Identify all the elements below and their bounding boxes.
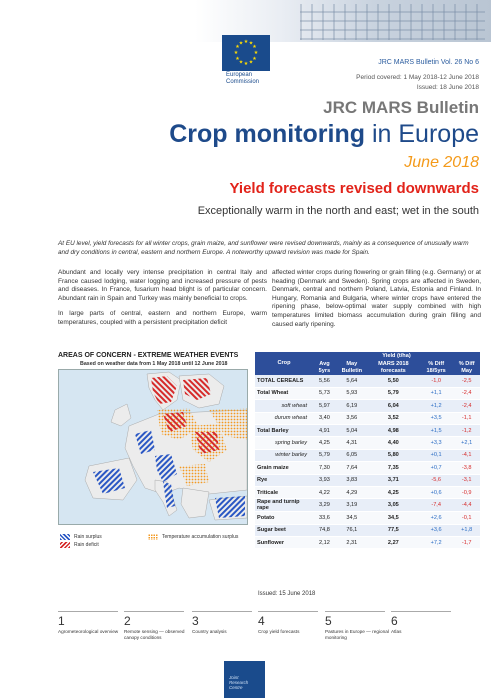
cell-dm: -1,7 xyxy=(453,537,480,549)
cell-may: 6,05 xyxy=(336,449,368,461)
cell-mars: 4,98 xyxy=(368,424,419,436)
cell-d5: +1,5 xyxy=(419,424,453,436)
subheadline: Exceptionally warm in the north and east; wet in the south xyxy=(197,205,479,217)
footer-number: 3 xyxy=(192,614,199,628)
yield-table-body xyxy=(255,375,480,549)
temp-surplus-swatch xyxy=(148,534,158,540)
footer-rule xyxy=(192,611,252,612)
cell-crop: durum wheat xyxy=(255,412,313,424)
footer-label: Remote sensing — observed canopy conditions xyxy=(124,629,185,640)
footer-rule xyxy=(258,611,318,612)
svg-text:★: ★ xyxy=(248,40,254,47)
table-row xyxy=(255,474,480,486)
footer-section-6[interactable] xyxy=(391,611,456,635)
cell-may: 6,19 xyxy=(336,400,368,412)
cell-may: 34,5 xyxy=(336,512,368,524)
cell-crop: Grain maize xyxy=(255,462,313,474)
cell-may: 3,19 xyxy=(336,499,368,512)
cell-mars: 2,27 xyxy=(368,537,419,549)
cell-crop: Rye xyxy=(255,474,313,486)
main-title xyxy=(169,120,479,149)
cell-d5: +1,2 xyxy=(419,400,453,412)
table-issued: Issued: 15 June 2018 xyxy=(258,591,316,597)
cell-crop: TOTAL CEREALS xyxy=(255,375,313,387)
issue-month: June 2018 xyxy=(404,154,479,171)
cell-crop: winter barley xyxy=(255,449,313,461)
footer-rule xyxy=(58,611,118,612)
bulletin-title: JRC MARS Bulletin xyxy=(323,98,479,117)
cell-avg: 5,97 xyxy=(313,400,336,412)
cell-d5: -7,4 xyxy=(419,499,453,512)
cell-avg: 7,30 xyxy=(313,462,336,474)
europe-map-graphic xyxy=(59,370,248,525)
cell-d5: -1,0 xyxy=(419,375,453,387)
cell-crop: Sunflower xyxy=(255,537,313,549)
cell-dm: -2,4 xyxy=(453,400,480,412)
table-row xyxy=(255,499,480,512)
cell-crop: soft wheat xyxy=(255,400,313,412)
col-avg: Avg 5yrs xyxy=(313,360,336,375)
footer-section-5[interactable] xyxy=(325,611,390,640)
footer-number: 2 xyxy=(124,614,131,628)
table-row xyxy=(255,400,480,412)
footer-section-3[interactable] xyxy=(192,611,257,635)
svg-text:★: ★ xyxy=(238,59,244,66)
col-crop: Crop xyxy=(255,352,313,375)
cell-mars: 3,52 xyxy=(368,412,419,424)
cell-dm: +1,8 xyxy=(453,524,480,536)
intro-paragraph: At EU level, yield forecasts for all winter crops, grain maize, and sunflower were revised downwards, mainly as a consequence of unusually warm and dry conditions in central, eastern and northern Europe. A noteworthy upward revision was made for Spain. xyxy=(58,240,469,256)
svg-text:★: ★ xyxy=(235,56,240,62)
col-mars: MARS 2018 forecasts xyxy=(368,360,419,375)
cell-d5: +3,3 xyxy=(419,437,453,449)
footer-number: 1 xyxy=(58,614,65,628)
main-title-bold: Crop monitoring xyxy=(169,120,366,148)
svg-text:★: ★ xyxy=(238,40,244,47)
table-row xyxy=(255,437,480,449)
cell-mars: 5,79 xyxy=(368,387,419,399)
cell-d5: +0,1 xyxy=(419,449,453,461)
footer-label: Crop yield forecasts xyxy=(258,629,300,634)
bulletin-number: JRC MARS Bulletin Vol. 26 No 6 xyxy=(378,59,479,66)
table-row xyxy=(255,524,480,536)
table-row xyxy=(255,462,480,474)
jrc-wordmark: Joint Research Centre xyxy=(229,675,249,690)
header-photo-building xyxy=(300,4,485,40)
body-column-left xyxy=(58,269,267,328)
cell-avg: 4,91 xyxy=(313,424,336,436)
cell-may: 4,31 xyxy=(336,437,368,449)
svg-text:★: ★ xyxy=(243,61,249,67)
cell-mars: 5,80 xyxy=(368,449,419,461)
cell-may: 3,56 xyxy=(336,412,368,424)
cell-crop: Potato xyxy=(255,512,313,524)
cell-d5: +3,6 xyxy=(419,524,453,536)
cell-dm: -2,5 xyxy=(453,375,480,387)
svg-text:★: ★ xyxy=(252,56,257,62)
cell-dm: -2,4 xyxy=(453,387,480,399)
footer-rule xyxy=(391,611,451,612)
footer-number: 5 xyxy=(325,614,332,628)
eu-stars-icon xyxy=(222,35,270,71)
svg-text:★: ★ xyxy=(252,44,257,50)
cell-dm: -4,4 xyxy=(453,499,480,512)
cell-dm: -3,1 xyxy=(453,474,480,486)
cell-crop: Sugar beet xyxy=(255,524,313,536)
footer-section-1[interactable] xyxy=(58,611,123,635)
cell-d5: +7,2 xyxy=(419,537,453,549)
cell-avg: 4,25 xyxy=(313,437,336,449)
body-column-right xyxy=(272,269,481,329)
legend-temp-surplus: Temperature accumulation surplus xyxy=(148,534,238,540)
footer-label: Agrometeorological overview xyxy=(58,629,119,634)
map-legend-temp xyxy=(148,534,238,540)
rain-deficit-swatch xyxy=(60,542,70,548)
footer-section-4[interactable] xyxy=(258,611,323,635)
table-row xyxy=(255,537,480,549)
logo-line2: Commission xyxy=(226,79,260,85)
body-paragraph: affected winter crops during flowering or grain filling (e.g. Germany) or at heading (Denmark and Sweden). Spring crops are affected in Sweden, Denmark, central and northern Poland, Latvia, Estonia and Finland. In Hungary, Romania and Bulgaria, where winter crops have entered the ripening phase, below-optimal water supply combined with high temperatures limited biomass accumulation during grain filling and caused early ripening. xyxy=(272,269,481,328)
cell-mars: 5,50 xyxy=(368,375,419,387)
main-title-light: in Europe xyxy=(365,120,479,148)
footer-rule xyxy=(325,611,385,612)
cell-avg: 3,93 xyxy=(313,474,336,486)
cell-d5: +0,7 xyxy=(419,462,453,474)
footer-label: Country analysis xyxy=(192,629,227,634)
cell-avg: 5,79 xyxy=(313,449,336,461)
cell-crop: Rape and turnip rape xyxy=(255,499,313,512)
cell-crop: Triticale xyxy=(255,486,313,498)
cell-dm: -3,8 xyxy=(453,462,480,474)
footer-section-2[interactable] xyxy=(124,611,189,640)
cell-may: 5,64 xyxy=(336,375,368,387)
col-diffmay: % Diff May xyxy=(453,360,480,375)
cell-mars: 34,5 xyxy=(368,512,419,524)
period-covered: Period covered: 1 May 2018-12 June 2018 xyxy=(356,74,479,81)
logo-wordmark xyxy=(226,72,259,86)
cell-mars: 6,04 xyxy=(368,400,419,412)
cell-mars: 3,05 xyxy=(368,499,419,512)
logo-line1: European xyxy=(226,72,253,78)
map-legend xyxy=(60,534,102,548)
cell-mars: 77,5 xyxy=(368,524,419,536)
footer-label: Pastures in Europe — regional monitoring xyxy=(325,629,389,640)
cell-crop: spring barley xyxy=(255,437,313,449)
cell-d5: +1,1 xyxy=(419,387,453,399)
cell-mars: 7,35 xyxy=(368,462,419,474)
cell-mars: 3,71 xyxy=(368,474,419,486)
svg-text:★: ★ xyxy=(235,44,240,50)
issued-date: Issued: 18 June 2018 xyxy=(416,84,479,91)
cell-avg: 74,8 xyxy=(313,524,336,536)
eu-flag-logo xyxy=(222,35,270,71)
cell-may: 4,29 xyxy=(336,486,368,498)
footer-number: 6 xyxy=(391,614,398,628)
cell-d5: -5,6 xyxy=(419,474,453,486)
svg-text:★: ★ xyxy=(248,59,254,66)
footer-number: 4 xyxy=(258,614,265,628)
cell-d5: +2,6 xyxy=(419,512,453,524)
cell-avg: 3,40 xyxy=(313,412,336,424)
table-row xyxy=(255,512,480,524)
table-row xyxy=(255,375,480,387)
yield-table xyxy=(255,352,480,549)
cell-may: 5,93 xyxy=(336,387,368,399)
cell-avg: 5,56 xyxy=(313,375,336,387)
col-group-yield: Yield (t/ha) xyxy=(313,352,480,360)
cell-may: 76,1 xyxy=(336,524,368,536)
body-paragraph: In large parts of central, eastern and northern Europe, warm temperatures, coupled with a persistent precipitation deficit xyxy=(58,310,267,326)
cell-may: 2,31 xyxy=(336,537,368,549)
headline: Yield forecasts revised downwards xyxy=(229,180,479,197)
table-row xyxy=(255,449,480,461)
cell-avg: 33,6 xyxy=(313,512,336,524)
cell-dm: -1,1 xyxy=(453,412,480,424)
svg-text:★: ★ xyxy=(243,39,249,45)
cell-mars: 4,25 xyxy=(368,486,419,498)
cell-mars: 4,40 xyxy=(368,437,419,449)
table-row xyxy=(255,486,480,498)
europe-map xyxy=(58,369,248,525)
col-diff5: % Diff 18/5yrs xyxy=(419,360,453,375)
map-title: AREAS OF CONCERN - EXTREME WEATHER EVENTS xyxy=(58,352,239,359)
cell-may: 3,83 xyxy=(336,474,368,486)
cell-avg: 2,12 xyxy=(313,537,336,549)
cell-avg: 3,29 xyxy=(313,499,336,512)
footer-label: Atlas xyxy=(391,629,402,634)
footer-rule xyxy=(124,611,184,612)
cell-may: 5,04 xyxy=(336,424,368,436)
cell-may: 7,64 xyxy=(336,462,368,474)
col-may: May Bulletin xyxy=(336,360,368,375)
table-row xyxy=(255,412,480,424)
cell-d5: +0,6 xyxy=(419,486,453,498)
map-subtitle: Based on weather data from 1 May 2018 until 12 June 2018 xyxy=(80,361,228,367)
svg-text:★: ★ xyxy=(253,50,259,56)
cell-dm: +2,1 xyxy=(453,437,480,449)
table-row xyxy=(255,387,480,399)
cell-crop: Total Barley xyxy=(255,424,313,436)
legend-rain-deficit: Rain deficit xyxy=(60,542,102,548)
cell-dm: -0,1 xyxy=(453,512,480,524)
body-paragraph: Abundant and locally very intense precipitation in central Italy and France caused lodging, water logging and increased pressure of pests and diseases. In France, fusarium head blight is of particular concern. Abundant rain in Spain and Turkey was mainly beneficial to crops. xyxy=(58,269,267,302)
cell-d5: +3,5 xyxy=(419,412,453,424)
cell-avg: 4,22 xyxy=(313,486,336,498)
table-row xyxy=(255,424,480,436)
cell-dm: -4,1 xyxy=(453,449,480,461)
cell-avg: 5,73 xyxy=(313,387,336,399)
cell-dm: -1,2 xyxy=(453,424,480,436)
legend-rain-surplus: Rain surplus xyxy=(60,534,102,540)
svg-text:★: ★ xyxy=(233,50,239,56)
cell-dm: -0,9 xyxy=(453,486,480,498)
rain-surplus-swatch xyxy=(60,534,70,540)
cell-crop: Total Wheat xyxy=(255,387,313,399)
